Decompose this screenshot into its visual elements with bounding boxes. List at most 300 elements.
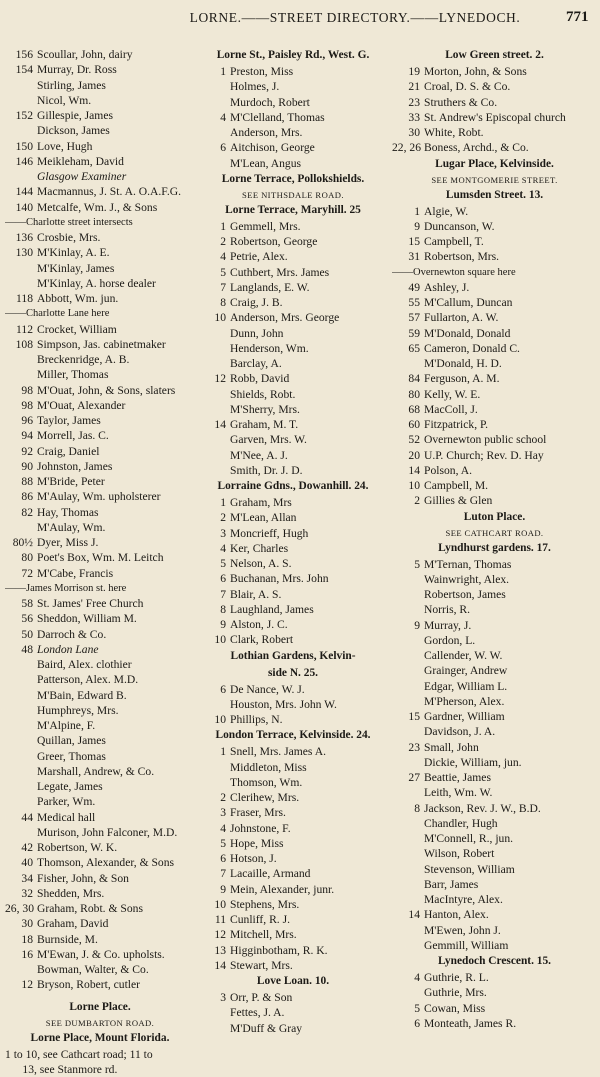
- directory-entry: [198, 744, 388, 759]
- directory-entry: [5, 642, 195, 657]
- house-number: 18: [21, 932, 33, 946]
- directory-entry: [198, 280, 388, 295]
- house-number: 1: [220, 496, 226, 509]
- directory-entry: [5, 413, 195, 428]
- house-number: 21: [408, 80, 420, 94]
- house-number: 2: [220, 511, 226, 525]
- directory-entry: [5, 139, 195, 154]
- directory-entry: [198, 990, 388, 1005]
- house-number: 130: [15, 246, 33, 260]
- directory-entry: [198, 140, 388, 155]
- entry-text: Hanton, Alex.: [424, 908, 489, 922]
- page-header: [0, 10, 600, 32]
- entry-text: M'Kinlay, A. horse dealer: [37, 276, 156, 290]
- house-number: 19: [408, 65, 420, 78]
- entry-text: Campbell, T.: [424, 235, 484, 248]
- house-number: 146: [15, 154, 33, 168]
- entry-text: Sheddon, William M.: [37, 612, 137, 626]
- directory-entry: [5, 840, 195, 855]
- entry-text: Nelson, A. S.: [230, 557, 292, 570]
- entry-text: M'Kinlay, A. E.: [37, 246, 110, 260]
- entry-text: Fettes, J. A.: [230, 1006, 285, 1020]
- entry-text: Garven, Mrs. W.: [230, 433, 307, 447]
- house-number: 10: [214, 713, 226, 726]
- entry-text: Anderson, Mrs.: [230, 126, 303, 139]
- directory-entry: [5, 657, 195, 672]
- entry-text: White, Robt.: [424, 126, 484, 139]
- directory-entry: [392, 755, 597, 770]
- entry-text: Graham, Robt. & Sons: [37, 902, 143, 915]
- house-number: 92: [21, 444, 33, 458]
- directory-entry: [5, 169, 195, 184]
- house-number: 4: [220, 250, 226, 264]
- entry-text: Parker, Wm.: [37, 795, 96, 809]
- directory-entry: [392, 785, 597, 800]
- directory-entry: [392, 770, 597, 785]
- directory-entry: [5, 596, 195, 611]
- entry-text: Duncanson, W.: [424, 219, 495, 233]
- entry-text: Thomson, Wm.: [230, 775, 303, 789]
- house-number: 10: [214, 633, 226, 647]
- entry-text: Darroch & Co.: [37, 627, 107, 641]
- house-number: 1: [220, 65, 226, 78]
- entry-text: Robertson, James: [424, 588, 506, 601]
- directory-entry: [5, 566, 195, 581]
- directory-entry: [198, 295, 388, 310]
- entry-text: Murray, J.: [424, 618, 472, 632]
- entry-text: Davidson, J. A.: [424, 725, 496, 739]
- entry-text: Callender, W. W.: [424, 649, 503, 662]
- directory-entry: [5, 108, 195, 123]
- entry-text: Langlands, E. W.: [230, 280, 310, 294]
- directory-entry: [198, 897, 388, 912]
- house-number: 56: [21, 612, 33, 626]
- page-number: 771: [566, 9, 589, 25]
- directory-entry: [5, 352, 195, 367]
- entry-text: Leith, Wm. W.: [424, 786, 493, 800]
- entry-text: Abbott, Wm. jun.: [37, 292, 119, 305]
- entry-text: Gillies & Glen: [424, 494, 493, 508]
- directory-entry: [198, 125, 388, 140]
- entry-text: M'Lean, Angus: [230, 156, 302, 170]
- directory-entry: [5, 947, 195, 962]
- entry-text: M'Aulay, Wm. upholsterer: [37, 490, 161, 504]
- entry-text: Johnstone, F.: [230, 821, 291, 835]
- directory-entry: [392, 694, 597, 709]
- directory-entry: [392, 204, 597, 219]
- entry-text: Love, Hugh: [37, 139, 93, 153]
- directory-entry: [5, 932, 195, 947]
- house-number: 156: [15, 48, 33, 61]
- entry-text: Breckenridge, A. B.: [37, 353, 130, 366]
- house-number: 60: [408, 418, 420, 431]
- entry-text: Bowman, Walter, & Co.: [37, 963, 149, 976]
- entry-text: Crocket, William: [37, 322, 117, 336]
- directory-entry: [392, 724, 597, 739]
- entry-text: Norris, R.: [424, 603, 471, 617]
- house-number: 44: [21, 810, 33, 824]
- entry-text: Cowan, Miss: [424, 1001, 486, 1015]
- house-number: 52: [408, 433, 420, 447]
- see-reference: SEE MONTGOMERIE STREET.: [431, 174, 558, 185]
- house-number: 10: [408, 479, 420, 492]
- house-number: 30: [21, 917, 33, 931]
- entry-text: Orr, P. & Son: [230, 991, 293, 1004]
- house-number: 86: [21, 490, 33, 504]
- house-number: 1: [414, 204, 420, 218]
- directory-entry: [198, 632, 388, 647]
- entry-text: St. Andrew's Episcopal church: [424, 110, 566, 124]
- directory-entry: [392, 801, 597, 816]
- column-2: [198, 47, 388, 1036]
- house-number: 9: [414, 219, 420, 233]
- directory-entry: [198, 387, 388, 402]
- directory-entry: [392, 831, 597, 846]
- entry-text: M'Ternan, Thomas: [424, 557, 512, 571]
- house-number: 2: [414, 494, 420, 508]
- directory-entry: [198, 417, 388, 432]
- street-heading: Lorne Place.: [69, 1000, 131, 1013]
- entry-text: Anderson, Mrs. George: [230, 311, 340, 325]
- directory-entry: [392, 234, 597, 249]
- house-number: 80: [21, 551, 33, 565]
- house-number: 5: [220, 557, 226, 570]
- entry-text: Buchanan, Mrs. John: [230, 572, 329, 586]
- entry-text: Fisher, John, & Son: [37, 871, 129, 885]
- house-number: 57: [408, 311, 420, 325]
- entry-text: Gardner, William: [424, 710, 505, 723]
- house-number: 68: [408, 402, 420, 416]
- directory-entry: [392, 587, 597, 602]
- entry-text: Houston, Mrs. John W.: [230, 697, 337, 711]
- entry-text: Macmannus, J. St. A. O.A.F.G.: [37, 185, 181, 199]
- entry-text: Graham, David: [37, 917, 109, 931]
- directory-entry: [198, 882, 388, 897]
- directory-entry: [392, 633, 597, 648]
- entry-text: Bryson, Robert, cutler: [37, 978, 141, 992]
- house-number: 10: [214, 311, 226, 325]
- street-heading: Lumsden Street. 13.: [445, 188, 544, 201]
- directory-entry: [198, 866, 388, 881]
- entry-text: Snell, Mrs. James A.: [230, 745, 326, 759]
- directory-entry: [5, 977, 195, 992]
- house-number: 1: [220, 745, 226, 759]
- entry-text: Overnewton public school: [424, 433, 547, 447]
- entry-text: M'Nee, A. J.: [230, 448, 288, 462]
- entry-text: Smith, Dr. J. D.: [230, 463, 303, 477]
- house-number: 4: [220, 110, 226, 124]
- house-number: 11: [214, 913, 226, 926]
- house-number: 4: [220, 541, 226, 555]
- house-number: 15: [408, 235, 420, 248]
- directory-entry: [198, 958, 388, 973]
- house-number: 80½: [12, 536, 33, 549]
- house-number: 80: [408, 387, 420, 401]
- directory-entry: [392, 79, 597, 94]
- directory-entry: [198, 326, 388, 341]
- directory-entry: [5, 733, 195, 748]
- entry-text: M'Lean, Allan: [230, 511, 297, 525]
- directory-entry: [392, 985, 597, 1000]
- directory-entry: [5, 398, 195, 413]
- house-number: 58: [21, 597, 33, 610]
- entry-text: Blair, A. S.: [230, 587, 282, 601]
- house-number: 72: [21, 566, 33, 580]
- house-number: 4: [414, 971, 420, 984]
- house-number: 2: [220, 235, 226, 248]
- house-number: 6: [220, 852, 226, 865]
- directory-entry: [5, 749, 195, 764]
- house-number: 152: [15, 109, 33, 122]
- directory-entry: [198, 587, 388, 602]
- house-number: 14: [408, 908, 420, 922]
- directory-entry: [392, 618, 597, 633]
- reference-text: 1 to 10, see Cathcart road; 11 to: [5, 1047, 153, 1061]
- directory-entry: [5, 794, 195, 809]
- entry-text: Robb, David: [230, 372, 290, 386]
- entry-text: M'Cabe, Francis: [37, 566, 114, 580]
- cross-street-note: ——Charlotte Lane here: [5, 308, 110, 320]
- house-number: 5: [414, 557, 420, 571]
- house-number: 112: [16, 322, 33, 336]
- house-number: 42: [21, 841, 33, 854]
- street-heading: Lorne Terrace, Maryhill. 25: [225, 203, 361, 216]
- entry-text: Small, John: [424, 740, 479, 754]
- directory-entry: [198, 219, 388, 234]
- directory-entry: [392, 877, 597, 892]
- entry-text: Chandler, Hugh: [424, 816, 498, 830]
- entry-text: Croal, D. S. & Co.: [424, 80, 511, 94]
- directory-entry: [392, 249, 597, 264]
- house-number: 9: [414, 618, 420, 632]
- entry-text: Alston, J. C.: [230, 618, 288, 631]
- directory-entry: [198, 556, 388, 571]
- house-number: 10: [214, 897, 226, 911]
- entry-text: Aitchison, George: [230, 141, 315, 155]
- house-number: 22, 26: [392, 141, 421, 155]
- directory-entry: [5, 444, 195, 459]
- house-number: 14: [408, 463, 420, 477]
- house-number: 8: [414, 801, 420, 815]
- entry-text: Preston, Miss: [230, 65, 294, 78]
- house-number: 40: [21, 856, 33, 870]
- street-heading: Luton Place.: [463, 510, 526, 523]
- entry-text: Marshall, Andrew, & Co.: [37, 764, 155, 778]
- entry-text: Graham, M. T.: [230, 418, 299, 431]
- house-number: 14: [214, 418, 226, 431]
- house-number: 6: [220, 572, 226, 586]
- directory-entry: [392, 478, 597, 493]
- directory-entry: [198, 510, 388, 525]
- directory-entry: [198, 712, 388, 727]
- entry-text: Higginbotham, R. K.: [230, 943, 328, 957]
- directory-entry: [392, 110, 597, 125]
- house-number: 12: [21, 978, 33, 992]
- directory-entry: [5, 261, 195, 276]
- house-number: 50: [21, 627, 33, 641]
- directory-entry: [5, 627, 195, 642]
- entry-text: Patterson, Alex. M.D.: [37, 673, 139, 687]
- street-heading: Lothian Gardens, Kelvin-: [230, 649, 356, 662]
- directory-entry: [392, 740, 597, 755]
- directory-entry: [5, 291, 195, 306]
- directory-entry: [5, 154, 195, 169]
- house-number: 23: [408, 740, 420, 754]
- house-number: 3: [220, 806, 226, 820]
- house-number: 136: [15, 231, 33, 244]
- directory-entry: [392, 140, 597, 155]
- entry-text: Cunliff, R. J.: [230, 913, 291, 926]
- entry-text: Gillespie, James: [37, 109, 113, 122]
- entry-text: Morrell, Jas. C.: [37, 429, 109, 443]
- directory-entry: [198, 64, 388, 79]
- directory-entry: [5, 672, 195, 687]
- entry-text: Simpson, Jas. cabinetmaker: [37, 337, 166, 351]
- entry-text: Graham, Mrs: [230, 496, 292, 509]
- directory-entry: [198, 805, 388, 820]
- entry-text: Clark, Robert: [230, 633, 294, 647]
- directory-entry: [392, 326, 597, 341]
- cross-street-note: ——Overnewton square here: [392, 266, 516, 278]
- house-number: 27: [408, 771, 420, 784]
- entry-text: Dickson, James: [37, 124, 110, 138]
- entry-text: Dyer, Miss J.: [37, 536, 99, 549]
- entry-text: Barclay, A.: [230, 357, 282, 370]
- street-heading: Lorne Terrace, Pollokshields.: [221, 172, 365, 185]
- house-number: 49: [408, 280, 420, 294]
- directory-entry: [5, 93, 195, 108]
- entry-text: M'Donald, H. D.: [424, 357, 502, 370]
- house-number: 84: [408, 372, 420, 386]
- entry-text: M'Callum, Duncan: [424, 296, 513, 309]
- directory-entry: [392, 663, 597, 678]
- house-number: 8: [220, 602, 226, 616]
- entry-text: Mein, Alexander, junr.: [230, 882, 335, 896]
- entry-text: Glasgow Examiner: [37, 170, 127, 183]
- entry-text: Ker, Charles: [230, 541, 289, 555]
- entry-text: Fraser, Mrs.: [230, 806, 286, 820]
- street-heading: side N. 25.: [268, 666, 318, 679]
- directory-entry: [5, 276, 195, 291]
- directory-entry: [392, 310, 597, 325]
- directory-entry: [198, 912, 388, 927]
- entry-text: Dunn, John: [230, 326, 284, 340]
- see-reference: SEE DUMBARTON ROAD.: [45, 1017, 155, 1028]
- directory-entry: [5, 230, 195, 245]
- directory-entry: [392, 387, 597, 402]
- directory-entry: [5, 962, 195, 977]
- entry-text: Murison, John Falconer, M.D.: [37, 825, 178, 839]
- entry-text: Stephens, Mrs.: [230, 897, 300, 911]
- entry-text: Meikleham, David: [37, 154, 124, 168]
- entry-text: De Nance, W. J.: [230, 682, 305, 696]
- house-number: 140: [15, 200, 33, 214]
- house-number: 15: [408, 710, 420, 723]
- house-number: 13: [214, 943, 226, 957]
- directory-entry: [392, 64, 597, 79]
- entry-text: Algie, W.: [424, 204, 469, 218]
- house-number: 150: [15, 139, 33, 153]
- directory-entry: [392, 923, 597, 938]
- entry-text: Miller, Thomas: [37, 368, 109, 382]
- directory-entry: [392, 371, 597, 386]
- entry-text: Guthrie, Mrs.: [424, 986, 487, 1000]
- entry-text: Stewart, Mrs.: [230, 958, 293, 972]
- entry-text: M'Connell, R., jun.: [424, 832, 514, 845]
- directory-entry: [198, 463, 388, 478]
- directory-entry: [392, 907, 597, 922]
- entry-text: Legate, James: [37, 780, 103, 793]
- directory-entry: [5, 825, 195, 840]
- directory-entry: [5, 184, 195, 199]
- entry-text: Jackson, Rev. J. W., B.D.: [424, 801, 541, 815]
- entry-text: Hope, Miss: [230, 836, 284, 850]
- directory-entry: [392, 448, 597, 463]
- entry-text: Thomson, Alexander, & Sons: [37, 856, 175, 870]
- entry-text: Struthers & Co.: [424, 95, 498, 109]
- directory-entry: [392, 125, 597, 140]
- entry-text: Poet's Box, Wm. M. Leitch: [37, 551, 164, 565]
- directory-entry: [5, 779, 195, 794]
- entry-text: Murdoch, Robert: [230, 95, 310, 109]
- entry-text: U.P. Church; Rev. D. Hay: [424, 448, 544, 462]
- directory-entry: [198, 821, 388, 836]
- directory-entry: [198, 79, 388, 94]
- house-number: 5: [220, 265, 226, 279]
- street-heading: Lorne St., Paisley Rd., West. G.: [216, 49, 370, 61]
- house-number: 16: [21, 947, 33, 961]
- entry-text: Scoullar, John, dairy: [37, 48, 133, 61]
- directory-entry: [5, 474, 195, 489]
- house-number: 144: [15, 185, 33, 199]
- directory-entry: [198, 1021, 388, 1036]
- directory-entry: [198, 356, 388, 371]
- house-number: 9: [220, 618, 226, 631]
- entry-text: Ashley, J.: [424, 280, 470, 294]
- directory-entry: [198, 790, 388, 805]
- entry-text: Nicol, Wm.: [37, 93, 92, 107]
- entry-text: Laughland, James: [230, 602, 314, 616]
- directory-entry: [198, 402, 388, 417]
- directory-entry: [5, 200, 195, 215]
- entry-text: Guthrie, R. L.: [424, 971, 489, 984]
- directory-entry: [198, 526, 388, 541]
- house-number: 6: [220, 141, 226, 155]
- entry-text: Craig, Daniel: [37, 444, 100, 458]
- directory-entry: [198, 495, 388, 510]
- entry-text: MacIntyre, Alex.: [424, 893, 503, 906]
- street-heading: Love Loan. 10.: [256, 975, 330, 987]
- directory-entry: [198, 836, 388, 851]
- reference-text: 13, see Stanmore rd.: [5, 1062, 118, 1076]
- directory-entry: [392, 709, 597, 724]
- directory-entry: [198, 110, 388, 125]
- house-number: 118: [16, 292, 33, 305]
- entry-text: Morton, John, & Sons: [424, 65, 527, 78]
- directory-entry: [5, 535, 195, 550]
- directory-entry: [5, 245, 195, 260]
- directory-entry: [392, 356, 597, 371]
- house-number: 4: [220, 821, 226, 835]
- directory-entry: [198, 602, 388, 617]
- entry-text: Barr, James: [424, 877, 479, 891]
- directory-entry: [392, 280, 597, 295]
- street-heading: Lorne Place, Mount Florida.: [30, 1031, 170, 1044]
- directory-entry: [392, 1001, 597, 1016]
- directory-entry: [392, 648, 597, 663]
- entry-text: Middleton, Miss: [230, 760, 307, 774]
- entry-text: London Lane: [37, 642, 99, 656]
